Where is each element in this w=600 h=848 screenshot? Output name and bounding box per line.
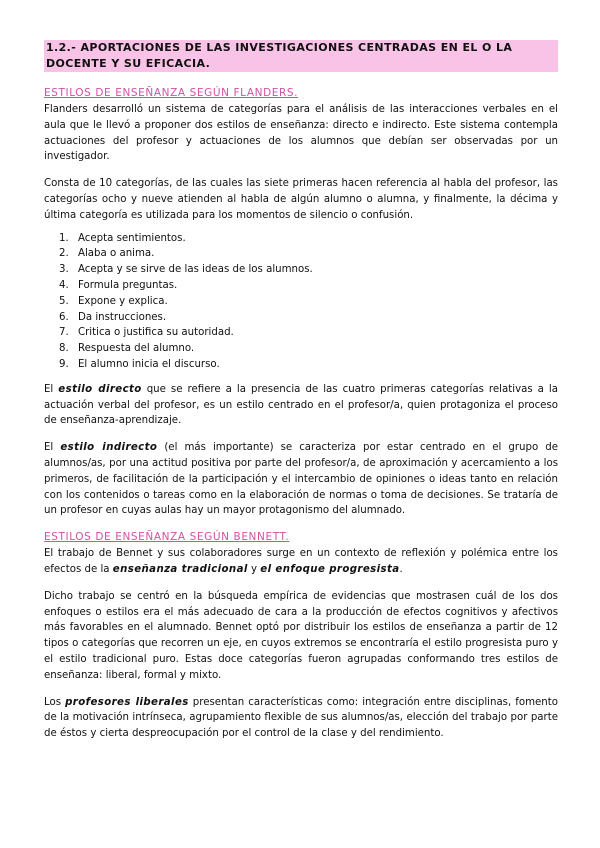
list-item: 1. Acepta sentimientos. xyxy=(72,231,558,247)
bennett-paragraph-2: Dicho trabajo se centró en la búsqueda empírica de evidencias que mostrasen cuál de los dos enfoques o estilos era el más adecuado de cara a la producción de efectos cognitivos y afectivos más favorables en el alumnado. Bennet optó por distribuir los estilos de enseñanza a partir de 12 tipos o categorías que recorren un eje, en cuyos extremos se encontraría el estilo progresista puro y el estilo tradicional puro. Estas doce categorías fueron agrupadas conformando tres estilos de enseñanza: liberal, formal y mixto. xyxy=(44,590,558,681)
flanders-paragraph-1: Flanders desarrolló un sistema de categorías para el análisis de las interacciones verbales en el aula que le llevó a proponer dos estilos de enseñanza: directo e indirecto. Este sistema contempla actuaciones del profesor y actuaciones de los alumnos que debían ser observadas por un investigador. xyxy=(44,104,558,163)
document-page xyxy=(44,40,558,753)
term-estilo-indirecto: estilo indirecto xyxy=(60,442,158,454)
list-item: 4. Formula preguntas. xyxy=(72,278,558,294)
list-item: 3. Acepta y se sirve de las ideas de los alumnos. xyxy=(72,262,558,278)
flanders-heading: ESTILOS DE ENSEÑANZA SEGÚN FLANDERS. xyxy=(44,87,299,99)
bennett-paragraph-1: El trabajo de Bennet y sus colaboradores surge en un contexto de reflexión y polémica entre los efectos de la enseñanza tradicional y el enfoque progresista. xyxy=(44,548,558,575)
term-estilo-directo: estilo directo xyxy=(58,383,142,395)
list-item: 5. Expone y explica. xyxy=(72,294,558,310)
list-item: 6. Da instrucciones. xyxy=(72,310,558,326)
category-list xyxy=(44,231,558,373)
list-item: 8. Respuesta del alumno. xyxy=(72,341,558,357)
bennett-paragraph-3: Los profesores liberales presentan características como: integración entre disciplinas, fomento de la motivación intrínseca, agrupamiento flexible de sus alumnos/as, elección del trabajo por parte de éstos y cierta despreocupación por el control de la clase y del rendimiento. xyxy=(44,696,558,740)
list-item: 9. El alumno inicia el discurso. xyxy=(72,357,558,373)
section-title: 1.2.- APORTACIONES DE LAS INVESTIGACIONES CENTRADAS EN EL O LA DOCENTE Y SU EFICACIA. xyxy=(44,40,558,72)
estilo-directo-paragraph: El estilo directo que se refiere a la presencia de las cuatro primeras categorías relativas a la actuación verbal del profesor, es un estilo centrado en el profesor/a, quien protagoniza el proceso de enseñanza-aprendizaje. xyxy=(44,383,558,427)
list-item: 2. Alaba o anima. xyxy=(72,246,558,262)
bennett-heading: ESTILOS DE ENSEÑANZA SEGÚN BENNETT. xyxy=(44,531,290,544)
term-ensenanza-tradicional: enseñanza tradicional xyxy=(112,563,248,575)
term-enfoque-progresista: el enfoque progresista xyxy=(260,563,400,575)
term-profesores-liberales: profesores liberales xyxy=(65,696,189,708)
flanders-paragraph-2: Consta de 10 categorías, de las cuales las siete primeras hacen referencia al habla del profesor, las categorías ocho y nueve atienden al habla de algún alumno o alumna, y finalmente, la décima y última categoría es utilizada para los momentos de silencio o confusión. xyxy=(44,178,558,221)
estilo-indirecto-paragraph: El estilo indirecto (el más importante) se caracteriza por estar centrado en el grupo de alumnos/as, por una actitud positiva por parte del profesor/a, de aproximación y acercamiento a los primeros, de facilitación de la participación y el intercambio de opiniones o ideas tanto en relación con los contenidos o tareas como en la elaboración de normas o toma de decisiones. Se trataría de un profesor en cuyas aulas hay un mayor protagonismo del alumnado. xyxy=(44,442,558,517)
list-item: 7. Critica o justifica su autoridad. xyxy=(72,325,558,341)
